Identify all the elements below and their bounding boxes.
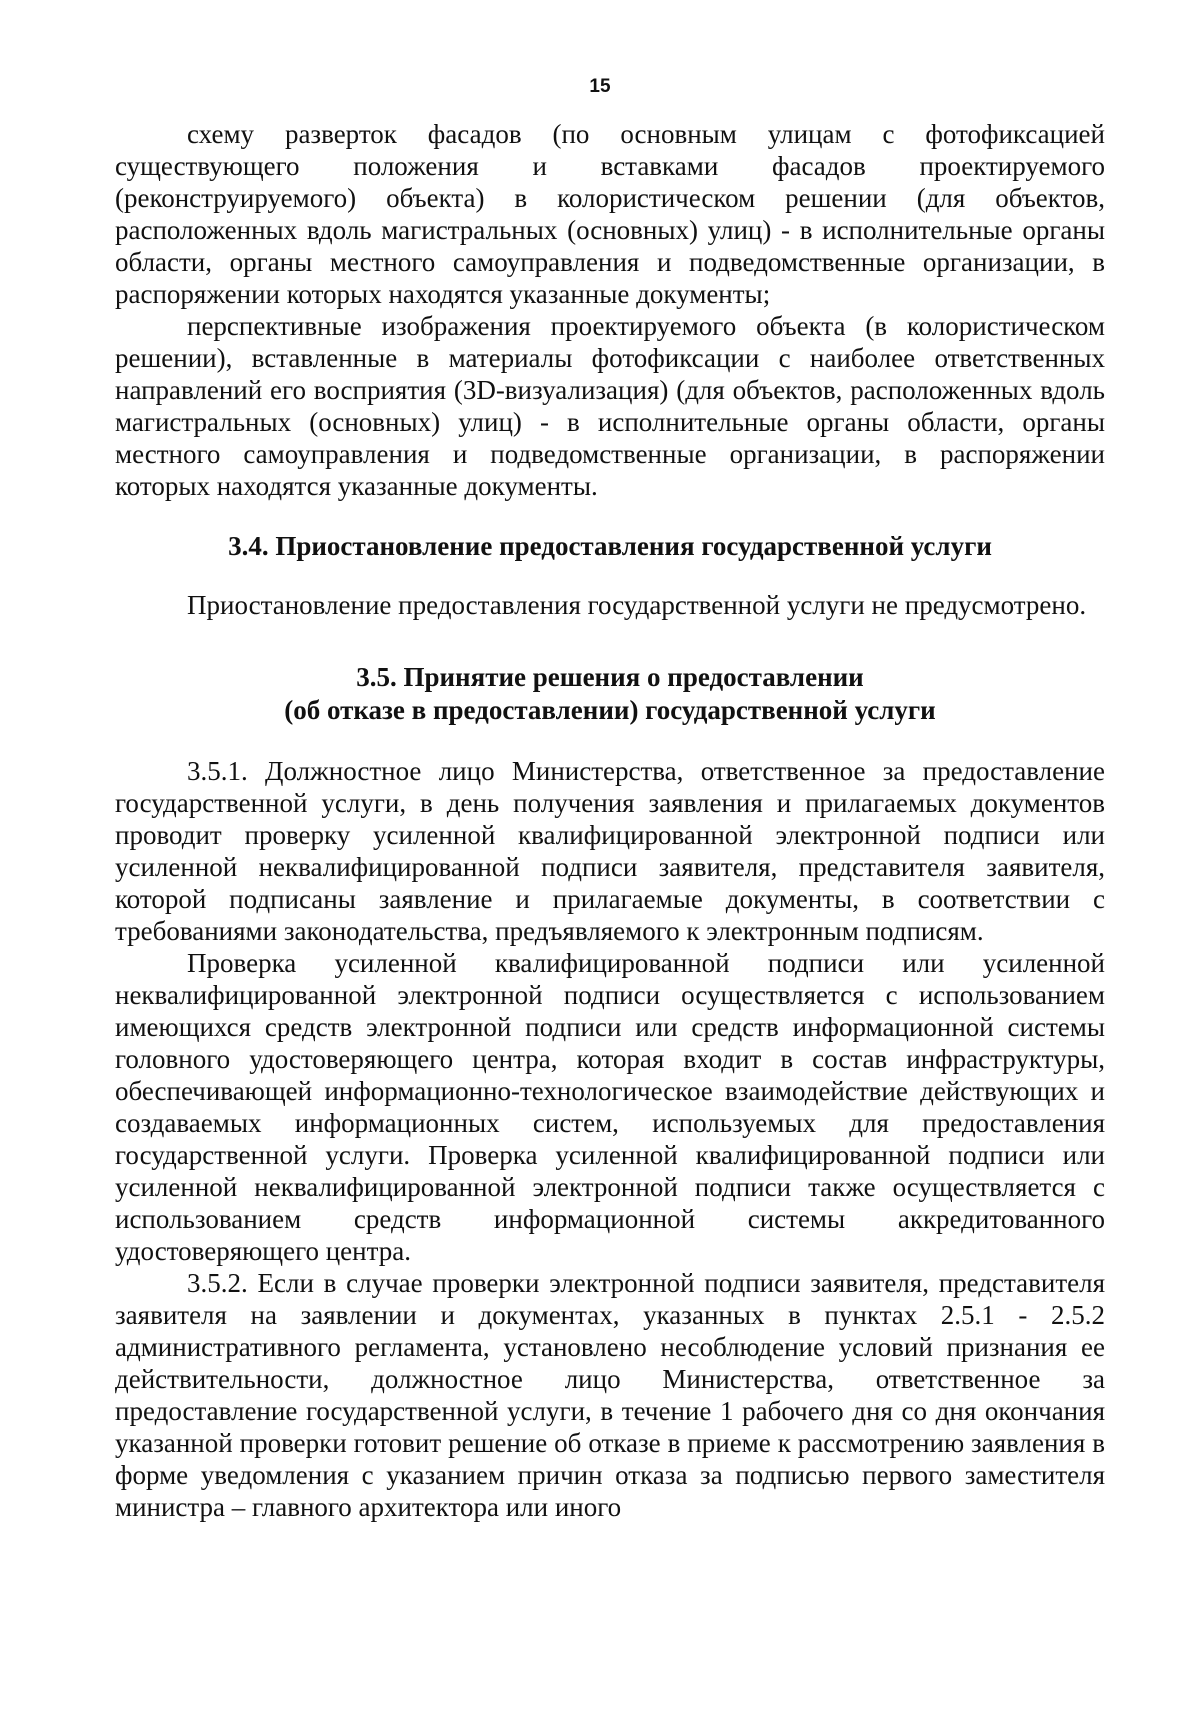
section-3-4-heading: 3.4. Приостановление предоставления государственной услуги: [228, 531, 992, 561]
paragraph-facade-scheme: схему разверток фасадов (по основным улицам с фотофиксацией существующего положения и вставками фасадов проектируемого (реконструируемого) объекта) в колористическом решении (для объектов, расположенных вдоль магистральных (основных) улиц) - в исполнительные органы области, органы местного самоуправления и подведомственные организации, в распоряжении которых находятся указанные документы;: [115, 119, 1105, 309]
section-3-5-heading: [115, 661, 1105, 727]
section-3-5-heading-line2: (об отказе в предоставлении) государственной услуги: [284, 695, 936, 725]
paragraph-3-5-1: 3.5.1. Должностное лицо Министерства, ответственное за предоставление государственной услуги, в день получения заявления и прилагаемых документов проводит проверку усиленной квалифицированной электронной подписи или усиленной неквалифицированной подписи заявителя, представителя заявителя, которой подписаны заявление и прилагаемые документы, в соответствии с требованиями законодательства, предъявляемого к электронным подписям.: [115, 756, 1105, 946]
paragraph-signature-check: Проверка усиленной квалифицированной подписи или усиленной неквалифицированной электронной подписи осуществляется с использованием имеющихся средств электронной подписи или средств информационной системы головного удостоверяющего центра, которая входит в состав инфраструктуры, обеспечивающей информационно-технологическое взаимодействие действующих и создаваемых информационных систем, используемых для предоставления государственной услуги. Проверка усиленной квалифицированной подписи или усиленной неквалифицированной электронной подписи также осуществляется с использованием средств информационной системы аккредитованного удостоверяющего центра.: [115, 948, 1105, 1266]
document-body: [115, 118, 1105, 1523]
paragraph-perspective-images: перспективные изображения проектируемого объекта (в колористическом решении), вставленные в материалы фотофиксации с наиболее ответственных направлений его восприятия (3D-визуализация) (для объектов, расположенных вдоль магистральных (основных) улиц) - в исполнительные органы области, органы местного самоуправления и подведомственные организации, в распоряжении которых находятся указанные документы.: [115, 311, 1105, 501]
section-3-5-heading-line1: 3.5. Принятие решения о предоставлении: [356, 662, 864, 692]
section-3-4-text: Приостановление предоставления государственной услуги не предусмотрено.: [187, 590, 1087, 620]
page-number: 15: [589, 76, 611, 97]
paragraph-3-5-2: 3.5.2. Если в случае проверки электронной подписи заявителя, представителя заявителя на заявлении и документах, указанных в пунктах 2.5.1 - 2.5.2 административного регламента, установлено несоблюдение условий признания ее действительности, должностное лицо Министерства, ответственное за предоставление государственной услуги, в течение 1 рабочего дня со дня окончания указанной проверки готовит решение об отказе в приеме к рассмотрению заявления в форме уведомления с указанием причин отказа за подписью первого заместителя министра – главного архитектора или иного: [115, 1268, 1105, 1522]
